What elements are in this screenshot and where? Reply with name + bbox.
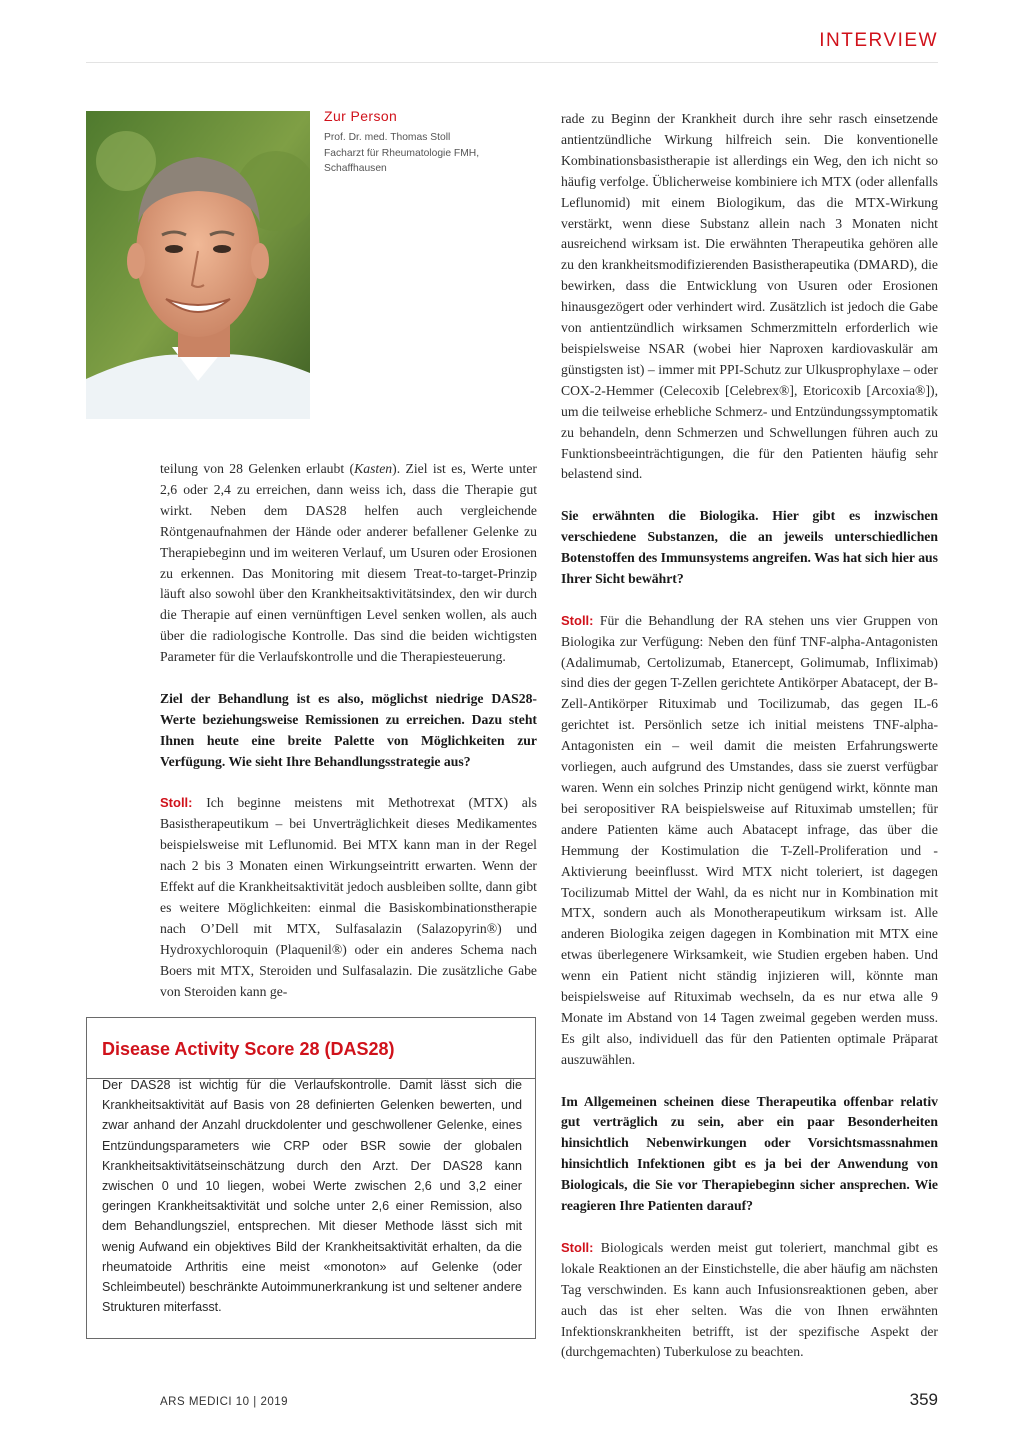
answer-2 [160, 793, 537, 1002]
person-city: Schaffhausen [324, 163, 387, 174]
box-text: Der DAS28 ist wichtig für die Verlaufskontrolle. Damit lässt sich die Krankheitsaktivität auf Basis von 28 definierten Gelenken bewerten, und zwar anhand der Anzahl druckdolenter und geschwollener Gelenke, eines Entzündungsparameters wie CRP oder BSR sowie der globalen Krankheitsaktivitätseinschätzung durch den Arzt. Der DAS28 kann zwischen 0 und 10 liegen, wobei Werte zwischen 2,6 und 3,2 einer geringen Krankheitsaktivität und solche unter 2,6 einer Remission, also dem Behandlungsziel, entsprechen. Mit dieser Methode lässt sich mit wenig Aufwand ein objektives Bild der Krankheitsaktivität erhalten, da die rheumatoide Arthritis eine meist «monoton» auf Gelenke (oder Schleimbeutel) beschränkte Autoimmunerkrankung ist und seltener andere Strukturen miterfasst. [102, 1078, 522, 1315]
left-column [160, 459, 537, 1003]
person-name: Prof. Dr. med. Thomas Stoll [324, 132, 451, 143]
box-title: Disease Activity Score 28 (DAS28) [102, 1039, 395, 1059]
kasten-reference: Kasten [354, 461, 393, 476]
question-3: Sie erwähnten die Biologika. Hier gibt es inzwischen verschiedene Substanzen, die an jeweils unterschiedlichen Botenstoffen des Immunsystems angreifen. Was hat sich hier aus Ihrer Sicht bewährt? [561, 508, 938, 586]
section-label: INTERVIEW [819, 30, 938, 51]
person-heading: Zur Person [324, 108, 398, 124]
portrait-photo [86, 111, 310, 419]
left-p1-text-b: ). Ziel ist es, Werte unter 2,6 oder 2,4 zu erreichen, dann weiss ich, dass die Therapie gut wirkt. Neben dem DAS28 helfen auch vergleichende Röntgenaufnahmen der Hände oder anderer befallener Gelenke zu Therapiebeginn und im weiteren Verlauf, um Usuren oder Erosionen zu erkennen. Das Monitoring mit diesem Treat-to-target-Prinzip läuft also sowohl über den Krankheitsaktivitätsindex, den wir durch die Therapie auf einen vernünftigen Level senken wollen, als auch über die radiologische Kontrolle. Das sind die beiden wichtigsten Parameter für die Verlaufskontrolle und die Therapiesteuerung. [160, 461, 537, 665]
answer-3 [561, 611, 938, 1071]
right-column [561, 109, 938, 1363]
speaker-label: Stoll: [561, 612, 594, 628]
answer-3-text: Für die Behandlung der RA stehen uns vier Gruppen von Biologika zur Verfügung: Neben den fünf TNF-alpha-Antagonisten (Adalimumab, Certolizumab, Etanercept, Golimumab, Infliximab) sind dies der gegen T-Zellen gerichtete Antikörper Abatacept, der B-Zell-Antikörper Rituximab und Tocilizumab, das gegen IL-6 gerichtet ist. Persönlich setze ich initial meistens TNF-alpha-Antagonisten ein – weil damit die meisten Erfahrungswerte vorliegen, auch aufgrund des Umstandes, dass sie zuerst verfügbar waren. Wenn ein solches Prinzip nicht genügend wirkt, könnte man bei seropositiver RA beispielsweise auf Rituximab umstellen; für andere Patienten käme auch Abatacept infrage, das über die Hemmung der Kostimulation die T-Zell-Proliferation und -Aktivierung beeinflusst. Wird MTX nicht toleriert, ist dagegen Tocilizumab Mittel der Wahl, da es nicht nur in Kombination mit MTX, sondern auch als Monotherapeutikum wirksam ist. Alle anderen Biologika zeigen dagegen in Kombination mit MTX eine etwas überlegenere Wirksamkeit, wie Studien ergeben haben. Und wenn ein Patient nicht ständig injizieren will, könnte man beispielsweise auf Rituximab wechseln, da es nur etwa alle 9 Monate im Abstand von 14 Tagen zweimal gegeben werden muss. Es gilt also, individuell das für den Patienten optimale Präparat auszuwählen. [561, 612, 938, 1067]
answer-4 [561, 1238, 938, 1363]
page-number: 359 [909, 1390, 938, 1409]
journal-issue: ARS MEDICI 10 | 2019 [160, 1396, 289, 1408]
answer-2-text: Ich beginne meistens mit Methotrexat (MTX) als Basistherapeutikum – bei Unverträglichkeit dieses Medikamentes beispielsweise mit Leflunomid. Bei MTX kann man in der Regel nach 2 bis 3 Monaten einen Wirkungseintritt erwarten. Wenn der Effekt auf die Krankheitsaktivität jedoch ausbleiben sollte, dann gibt es weitere Möglichkeiten: einmal die Basiskombinationstherapie nach O’Dell mit MTX, Sulfasalazin (Salazopyrin®) und Hydroxychloroquin (Plaquenil®) oder ein anderes Schema nach Boers mit MTX, Steroiden und Sulfasalazin. Die zusätzliche Gabe von Steroiden kann ge- [160, 795, 537, 999]
person-title: Facharzt für Rheumatologie FMH, [324, 147, 480, 159]
right-paragraph-1: rade zu Beginn der Krankheit durch ihre sehr rasch einsetzende antientzündliche Wirkung hilfreich sein. Die konventionelle Kombinationsbasistherapie ist allerdings ein Weg, den ich nicht so häufig verfolge. Üblicherweise kombiniere ich MTX (oder allenfalls Leflunomid) mit einem Biologikum, das die MTX-Wirkung verstärkt, wenn diese Substanz allein nach 3 Monaten nicht ausreichend wirksam ist. Die erwähnten Therapeutika gehören alle zu den krankheitsmodifizierenden Basistherapeutika (DMARD), die bewirken, dass die Entwicklung von Usuren oder Erosionen hinausgezögert oder verhindert wird. Zusätzlich ist jedoch die Gabe von antientzündlich wirksamen Schmerzmitteln erforderlich wie beispielsweise NSAR (wobei hier Naproxen kardiovaskulär am günstigsten ist) – immer mit PPI-Schutz zur Ulkusprophylaxe – oder COX-2-Hemmer (Celecoxib [Celebrex®], Etoricoxib [Arcoxia®]), um die teilweise erhebliche Schmerz- und Entzündungssymptomatik zu behandeln, denn Schmerzen und Schwellungen führen auch zu Funktionsbeeinträchtigungen, die für den Patienten häufig sehr belastend sind. [561, 111, 938, 482]
speaker-label: Stoll: [561, 1239, 594, 1255]
header-divider [86, 62, 938, 63]
question-2: Ziel der Behandlung ist es also, möglichst niedrige DAS28-Werte beziehungsweise Remissionen zu erreichen. Dazu steht Ihnen heute eine breite Palette von Möglichkeiten zur Verfügung. Wie sieht Ihre Behandlungsstrategie aus? [160, 690, 537, 769]
left-paragraph-1 [160, 459, 537, 668]
speaker-label: Stoll: [160, 795, 193, 811]
question-4: Im Allgemeinen scheinen diese Therapeutika offenbar relativ gut verträglich zu sein, aber ein paar Besonderheiten hinsichtlich Nebenwirkungen oder Vorsichtsmassnahmen hinsichtlich Infektionen gibt es ja bei der Anwendung von Biologicals, die Sie vor Therapiebeginn sicher ansprechen. Wie reagieren Ihre Patienten darauf? [561, 1093, 938, 1214]
left-p1-text-a: teilung von 28 Gelenken erlaubt ( [160, 461, 355, 476]
info-box [86, 1017, 536, 1339]
answer-4-text: Biologicals werden meist gut toleriert, manchmal gibt es lokale Reaktionen an der Einstichstelle, die aber häufig am nächsten Tag verschwinden. Es kann auch Infusionsreaktionen geben, aber auch das ist eher selten. Was die von Ihnen erwähnten Infektionskrankheiten betrifft, ist der spezifische Aspekt der (durchgemachten) Tuberkulose zu beachten. [561, 1239, 939, 1360]
person-info [324, 108, 544, 177]
